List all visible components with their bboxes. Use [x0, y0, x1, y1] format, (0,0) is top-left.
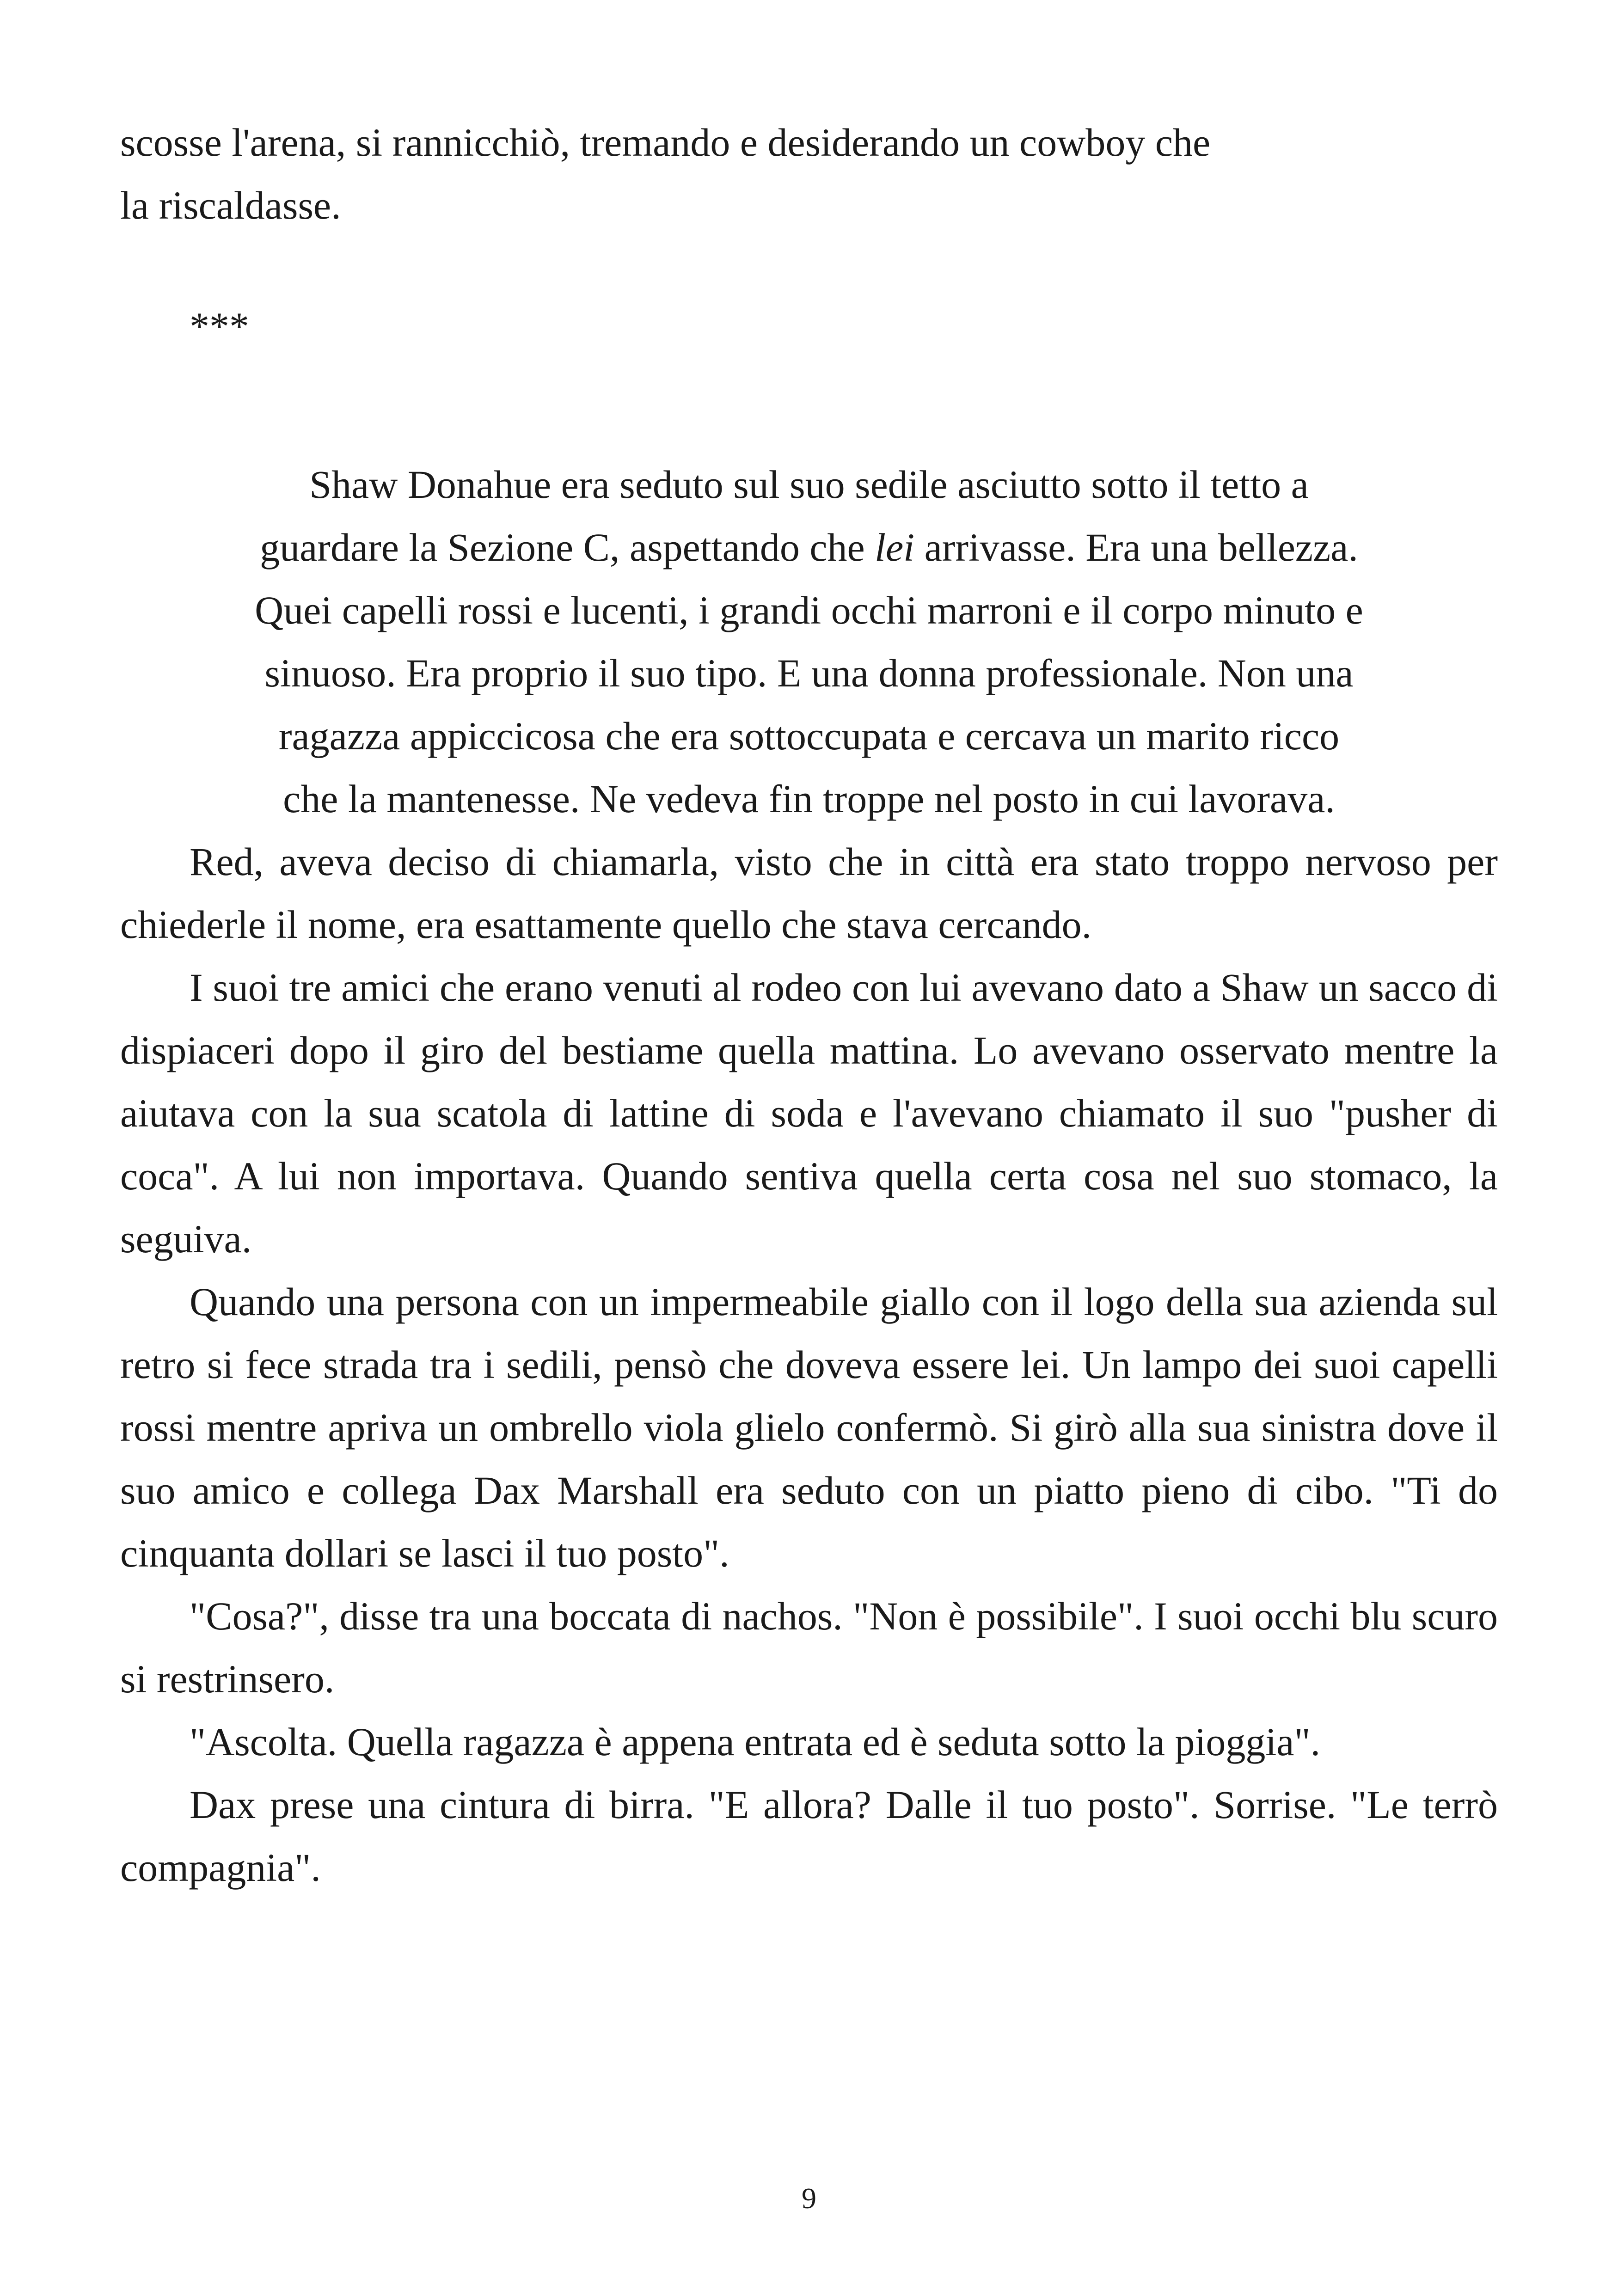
- page-number: 9: [802, 2182, 816, 2215]
- paragraph: Dax prese una cintura di birra. "E allora? Dalle il tuo posto". Sorrise. "Le terrò compagnia".: [120, 1782, 1498, 1890]
- centered-line-3: Quei capelli rossi e lucenti, i grandi occhi marroni e il corpo minuto e: [255, 588, 1363, 632]
- scene-separator: ***: [190, 304, 249, 349]
- paragraph: Red, aveva deciso di chiamarla, visto che in città era stato troppo nervoso per chiederle il nome, era esattamente quello che stava cercando.: [120, 839, 1498, 947]
- opening-line-1: scosse l'arena, si rannicchiò, tremando e desiderando un cowboy che: [120, 120, 1211, 165]
- opening-line-2: la riscaldasse.: [120, 183, 341, 227]
- emphasized-word: lei: [875, 525, 915, 569]
- paragraph: I suoi tre amici che erano venuti al rodeo con lui avevano dato a Shaw un sacco di dispiaceri dopo il giro del bestiame quella mattina. Lo avevano osservato mentre la aiutava con la sua scatola di lattine di soda e l'avevano chiamato il suo "pusher di coca". A lui non importava. Quando sentiva quella certa cosa nel suo stomaco, la seguiva.: [120, 965, 1498, 1261]
- centered-line-5: ragazza appiccicosa che era sottoccupata e cercava un marito ricco: [278, 714, 1340, 758]
- opening-text: [120, 111, 1498, 237]
- centered-paragraph: [120, 453, 1498, 830]
- paragraph: Quando una persona con un impermeabile giallo con il logo della sua azienda sul retro si fece strada tra i sedili, pensò che doveva essere lei. Un lampo dei suoi capelli rossi mentre apriva un ombrello viola glielo confermò. Si girò alla sua sinistra dove il suo amico e collega Dax Marshall era seduto con un piatto pieno di cibo. "Ti do cinquanta dollari se lasci il tuo posto".: [120, 1280, 1498, 1575]
- paragraph: "Cosa?", disse tra una boccata di nachos. "Non è possibile". I suoi occhi blu scuro si restrinsero.: [120, 1594, 1498, 1701]
- paragraph: "Ascolta. Quella ragazza è appena entrata ed è seduta sotto la pioggia".: [190, 1720, 1321, 1764]
- centered-line-4: sinuoso. Era proprio il suo tipo. E una donna professionale. Non una: [264, 651, 1354, 695]
- body-text: [120, 830, 1498, 1899]
- centered-line-1: Shaw Donahue era seduto sul suo sedile asciutto sotto il tetto a: [309, 462, 1309, 507]
- centered-line-2: [120, 516, 1498, 579]
- centered-line-2-before: guardare la Sezione C, aspettando che: [260, 525, 875, 569]
- centered-line-2-after: arrivasse. Era una bellezza.: [914, 525, 1358, 569]
- centered-line-6: che la mantenesse. Ne vedeva fin troppe nel posto in cui lavorava.: [283, 777, 1335, 821]
